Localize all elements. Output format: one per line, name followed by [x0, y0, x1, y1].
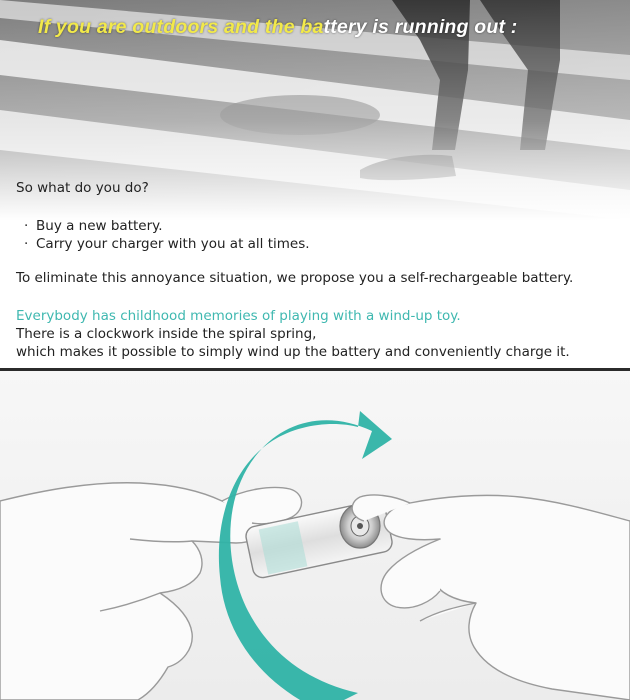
bullet-dot-icon: · — [24, 236, 29, 252]
option-item — [24, 236, 310, 252]
headline-part2: ttery is running out : — [323, 16, 518, 38]
option-label: Carry your charger with you at all times. — [36, 236, 310, 252]
bullet-dot-icon: · — [24, 218, 29, 234]
clockwork-line-1: There is a clockwork inside the spiral spring, — [16, 326, 317, 342]
question-text: So what do you do? — [16, 180, 149, 196]
headline-part1: If you are outdoors and the ba — [38, 16, 324, 38]
clockwork-line-2: which makes it possible to simply wind up the battery and conveniently charge it. — [16, 344, 570, 360]
hands-winding-battery-illustration — [0, 371, 630, 700]
headline — [38, 16, 518, 39]
proposal-text: To eliminate this annoyance situation, we propose you a self-rechargeable battery. — [16, 270, 574, 286]
illustration-panel — [0, 371, 630, 700]
option-label: Buy a new battery. — [36, 218, 163, 234]
option-item — [24, 218, 163, 234]
memory-text: Everybody has childhood memories of playing with a wind-up toy. — [16, 308, 461, 324]
